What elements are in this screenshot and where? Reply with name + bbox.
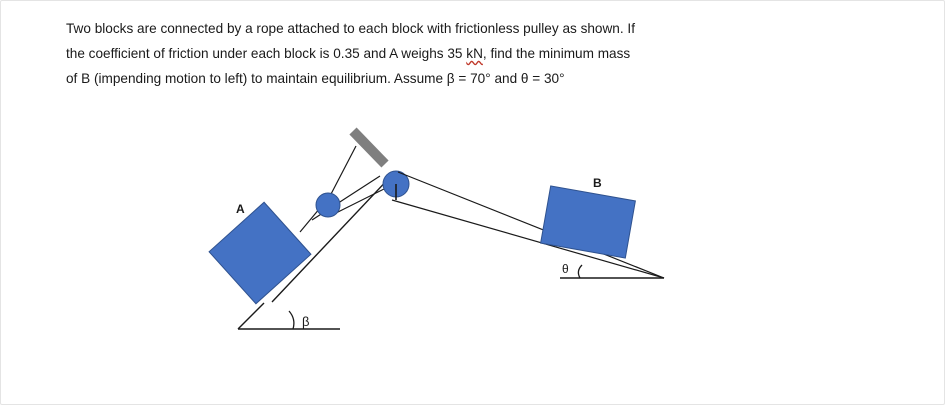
block-b-label: B	[593, 176, 602, 190]
small-pulley	[316, 193, 340, 217]
block-a-label: A	[236, 202, 245, 216]
weight-unit: kN	[466, 46, 483, 61]
theta-angle-arc	[578, 265, 582, 278]
problem-line-2-start: the coefficient of friction under each block is 0.35 and A weighs 35	[66, 46, 467, 61]
left-incline-edge	[238, 303, 264, 329]
beta-angle-arc	[289, 311, 294, 329]
theta-label: θ	[562, 262, 569, 276]
problem-line-1: Two blocks are connected by a rope attached to each block with frictionless pulley as shown. If	[66, 21, 635, 36]
problem-line-2-end: , find the minimum mass	[482, 46, 631, 61]
pulley-support-bar	[353, 131, 385, 164]
beta-label: β	[302, 314, 310, 329]
support-strut	[330, 146, 356, 196]
block-a	[209, 202, 311, 304]
problem-line-3: of B (impending motion to left) to maintain equilibrium. Assume β = 70° and θ = 30°	[66, 71, 565, 86]
